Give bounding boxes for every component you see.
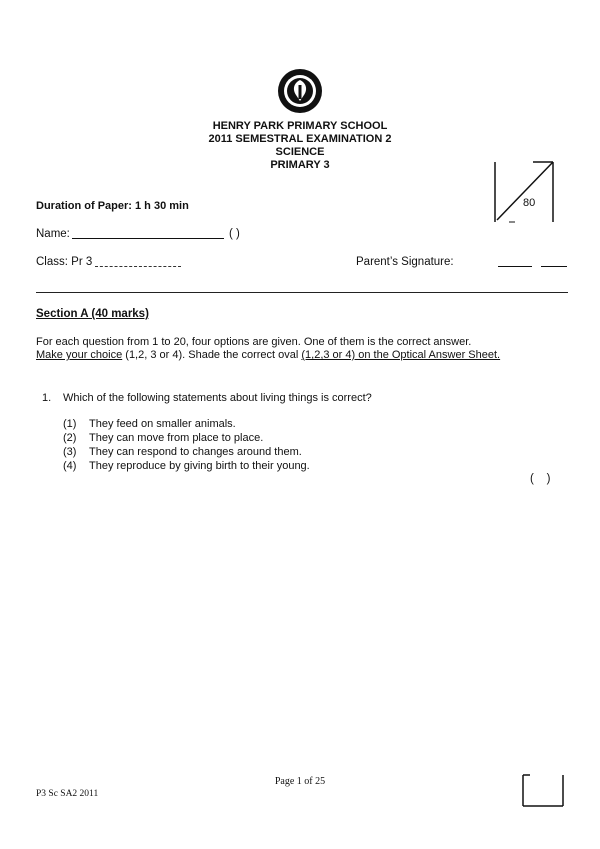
score-total: 80 [523, 197, 536, 209]
option-item [63, 432, 263, 445]
page-score-box [522, 774, 564, 807]
option-item [63, 418, 236, 431]
option-number: (1) [63, 418, 77, 430]
question-number: 1. [42, 392, 52, 404]
name-label: Name: [36, 228, 70, 240]
question-text: Which of the following statements about living things is correct? [63, 392, 372, 404]
class-field-line[interactable] [95, 266, 181, 267]
option-text: They feed on smaller animals. [89, 418, 236, 430]
section-title: Section A (40 marks) [36, 308, 149, 320]
register-number-parentheses: ( ) [229, 228, 240, 240]
option-number: (3) [63, 446, 77, 458]
signature-line[interactable] [541, 266, 567, 267]
answer-parentheses[interactable]: ( ) [530, 473, 551, 485]
option-text: They reproduce by giving birth to their young. [89, 460, 310, 472]
option-number: (4) [63, 460, 77, 472]
instruction-part: (1,2,3 or 4) on the Optical Answer Sheet. [301, 349, 501, 361]
instruction-line: For each question from 1 to 20, four options are given. One of them is the correct answer. [36, 336, 472, 348]
instruction-part: (1,2, 3 or 4). Shade the correct oval [122, 349, 302, 361]
option-text: They can respond to changes around them. [89, 446, 302, 458]
name-field-line[interactable] [72, 238, 224, 239]
option-text: They can move from place to place. [89, 432, 264, 444]
divider [36, 292, 568, 293]
duration-text: Duration of Paper: 1 h 30 min [36, 200, 189, 212]
class-label: Class: Pr 3 [36, 256, 93, 268]
option-item [63, 460, 310, 473]
option-item [63, 446, 302, 459]
page-number: Page 1 of 25 [274, 776, 326, 787]
score-box [493, 160, 555, 224]
paper-code: P3 Sc SA2 2011 [36, 789, 99, 799]
option-number: (2) [63, 432, 77, 444]
instruction-line [36, 349, 500, 361]
level-title: PRIMARY 3 [270, 159, 330, 171]
signature-line[interactable] [498, 266, 532, 267]
subject-title: SCIENCE [275, 146, 325, 158]
school-crest-logo [276, 67, 324, 115]
instruction-part: Make your choice [36, 349, 123, 361]
exam-title: 2011 SEMESTRAL EXAMINATION 2 [208, 133, 392, 145]
school-name: HENRY PARK PRIMARY SCHOOL [212, 120, 388, 132]
parent-signature-label: Parent’s Signature: [356, 256, 454, 268]
